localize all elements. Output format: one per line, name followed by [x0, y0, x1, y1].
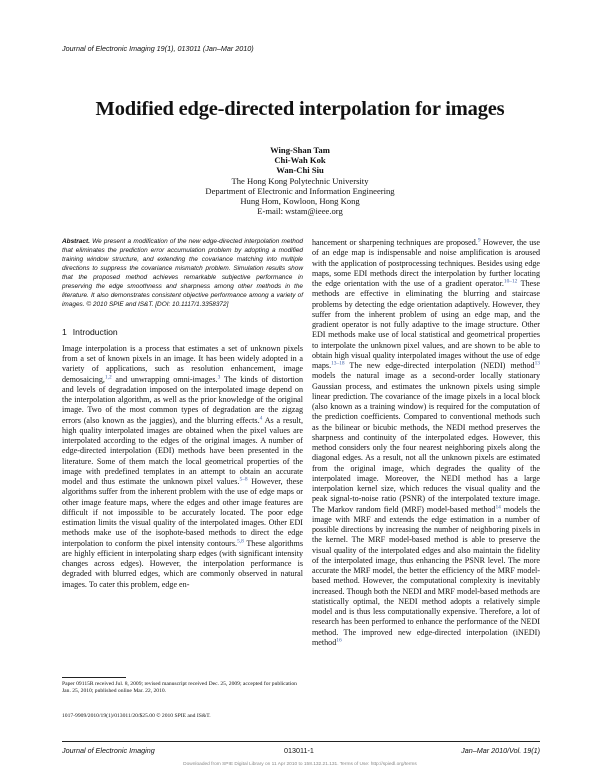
citation-ref[interactable]: 5–8 — [239, 476, 248, 483]
author-name: Chi-Wah Kok — [274, 155, 326, 166]
author-email[interactable]: E-mail: wstam@ieee.org — [257, 206, 343, 217]
citation-ref[interactable]: 10–12 — [503, 278, 518, 285]
section-number: 1 — [62, 326, 67, 337]
footnote-code: 1017-9909/2010/19(1)/013011/20/$25.00 © 2010 SPIE and IS&T. — [62, 713, 211, 719]
section-heading — [62, 327, 303, 337]
citation-ref[interactable]: 1,2 — [104, 373, 112, 380]
body-text-run: and unwrapping omni-images. — [111, 374, 218, 384]
citation-ref[interactable]: 14 — [495, 503, 501, 510]
body-text-run: models the image with MRF and extends the edge estimation in a number of possible directions by increasing the number of neighboring pixels in the kernel. The MRF model-based method is able to preserve the visual quality of the interpolated edges and also maintain the fidelity of the interpolated image, thus enhancing the PSNR level. The more accurate the MRF model, the better the efficiency of the MRF model-based method. However, the computational complexity is inevitably increased. Though both the NEDI and MRF model-based methods are statistically optimal, the NEDI method adopts a relatively simple model and is thus less computationally expensive. Therefore, a lot of research has been performed to enhance the performance of the NEDI method. The improved new edge-directed interpolation (iNEDI) method — [312, 504, 540, 647]
author-name: Wan-Chi Siu — [276, 165, 324, 176]
citation-ref[interactable]: 13 — [534, 360, 540, 367]
footnote: Paper 09115R received Jul. 8, 2009; revised manuscript received Dec. 25, 2009; accepted for publication Jan. 25, 2010; published online Mar. 22, 2010. — [62, 681, 297, 695]
body-text-left — [62, 344, 303, 590]
citation-ref[interactable]: 3 — [217, 373, 221, 380]
left-column — [62, 238, 303, 590]
body-text-run: However, the use of an edge map is indispensable and noise amplification is aroused with the application of postprocessing techniques. Besides using edge maps, some EDI methods direct the interpolation by further locating the edge orientation with the use of a gradient operator. — [312, 238, 540, 288]
footer-rule — [62, 741, 540, 742]
body-text-run: Image interpolation is a process that estimates a set of unknown pixels from a set of known pixels in an image. It has been widely adopted in a variety of applications, such as resolution enhancement, image demosaicing, — [62, 343, 303, 384]
body-text-run: However, these algorithms suffer from the inherent problem with the use of edge maps or other image feature maps, where the edges and other image features are difficult if not impossible to be accurately located. The poor edge estimation limits the visual quality of the interpolated images. Other EDI methods make use of the isophote-based methods to direct the edge interpolation to conform the pixel intensity contours. — [62, 477, 303, 548]
body-text-run: These methods are effective in eliminating the blurring and staircase problems by detecting the edge orientation adaptively. However, they suffer from the inherent problem of using an edge map, and the gradient operator is not fully adaptive to the image structure. Other EDI methods make use of local statistical and geometrical properties to interpolate the unknown pixel values, and are shown to be able to obtain high visual quality interpolated images without the use of edge maps. — [312, 279, 541, 370]
citation-ref[interactable]: 13–18 — [331, 360, 345, 367]
citation-ref[interactable]: 16 — [336, 637, 342, 644]
footnote-rule — [62, 677, 126, 678]
citation-ref[interactable]: 9 — [477, 237, 481, 244]
body-text-run: As a result, high quality interpolated images are obtained when the pixel values are interpolated according to the edges of the original images. A number of edge-directed interpolation (EDI) methods have been presented in the literature. Some of them match the local geometrical properties of the image with predefined templates in an attempt to obtain an accurate model and thus estimate the unknown pixel values. — [62, 415, 303, 487]
body-text-run: The new edge-directed interpolation (NEDI) method — [344, 361, 535, 370]
abstract-label: Abstract. — [62, 238, 90, 245]
footer-page-number: 013011-1 — [284, 746, 314, 755]
body-text-run: These algorithms are highly efficient in interpolating sharp edges (with significant intensity changes across edges). However, the interpolation performance is degraded with blurred edges, which are commonly observed in natural images. To cater this problem, edge en- — [62, 538, 303, 589]
right-column — [312, 238, 540, 648]
affiliation-line: The Hong Kong Polytechnic University — [231, 175, 369, 186]
paper-title: Modified edge-directed interpolation for images — [95, 98, 505, 120]
body-text-run: hancement or sharpening techniques are proposed. — [312, 238, 478, 247]
author-block — [0, 145, 600, 216]
section-title: Introduction — [72, 326, 118, 337]
body-text-right — [312, 238, 540, 648]
footer-journal: Journal of Electronic Imaging — [62, 746, 155, 755]
download-notice: Downloaded from SPIE Digital Library on 11 Apr 2010 to 158.132.21.131. Terms of Use: http://spiedl.org/terms — [183, 762, 417, 767]
abstract-text: We present a modification of the new edge-directed interpolation method that eliminates the prediction error accumulation problem by adopting a modified training window structure, and extending the covariance matching into multiple directions to suppress the covariance mismatch problem. Simulation results show that the proposed method achieves remarkable subjective performance in preserving the edge smoothness and sharpness among other methods in the literature. It also demonstrates consistent objective performance among a variety of images. © 2010 SPIE and IS&T. [DOI: 10.1117/1.3358372] — [62, 238, 303, 308]
footer-issue: Jan–Mar 2010/Vol. 19(1) — [461, 746, 540, 755]
citation-ref[interactable]: 5,8 — [237, 537, 244, 544]
author-name: Wing-Shan Tam — [270, 145, 330, 155]
body-text-run: The kinds of distortion and levels of degradation imposed on the interpolated image depend on the interpolation algorithm, as well as the prior knowledge of the original image. Two of the most common types of degradation are the zigzag errors (also known as the jaggies), and the blurring effects. — [62, 374, 303, 425]
abstract — [62, 238, 303, 310]
affiliation-line: Department of Electronic and Information Engineering — [205, 185, 395, 196]
affiliation-line: Hung Hom, Kowloon, Hong Kong — [240, 196, 360, 207]
body-text-run: models the natural image as a second-order locally stationary Gaussian process, and estimates the unknown pixels using simple linear prediction. The covariance of the image pixels in a local block (also known as a training window) is required for the computation of the prediction coefficients. Compared to conventional methods such as the bilinear or bicubic methods, the NEDI method preserves the sharpness and continuity of the interpolated edges. However, this method considers only the four nearest neighboring pixels along the diagonal edges. As a result, not all the unknown pixels are estimated from the original image, which degrades the quality of the interpolated image. Moreover, the NEDI method has a large interpolation kernel size, which reduces the visual quality and the peak signal-to-noise ratio (PSNR) of the interpolated texture image. The Markov random field (MRF) model-based method — [312, 371, 540, 514]
citation-ref[interactable]: 4 — [259, 414, 263, 421]
running-head: Journal of Electronic Imaging 19(1), 013011 (Jan–Mar 2010) — [62, 44, 254, 53]
